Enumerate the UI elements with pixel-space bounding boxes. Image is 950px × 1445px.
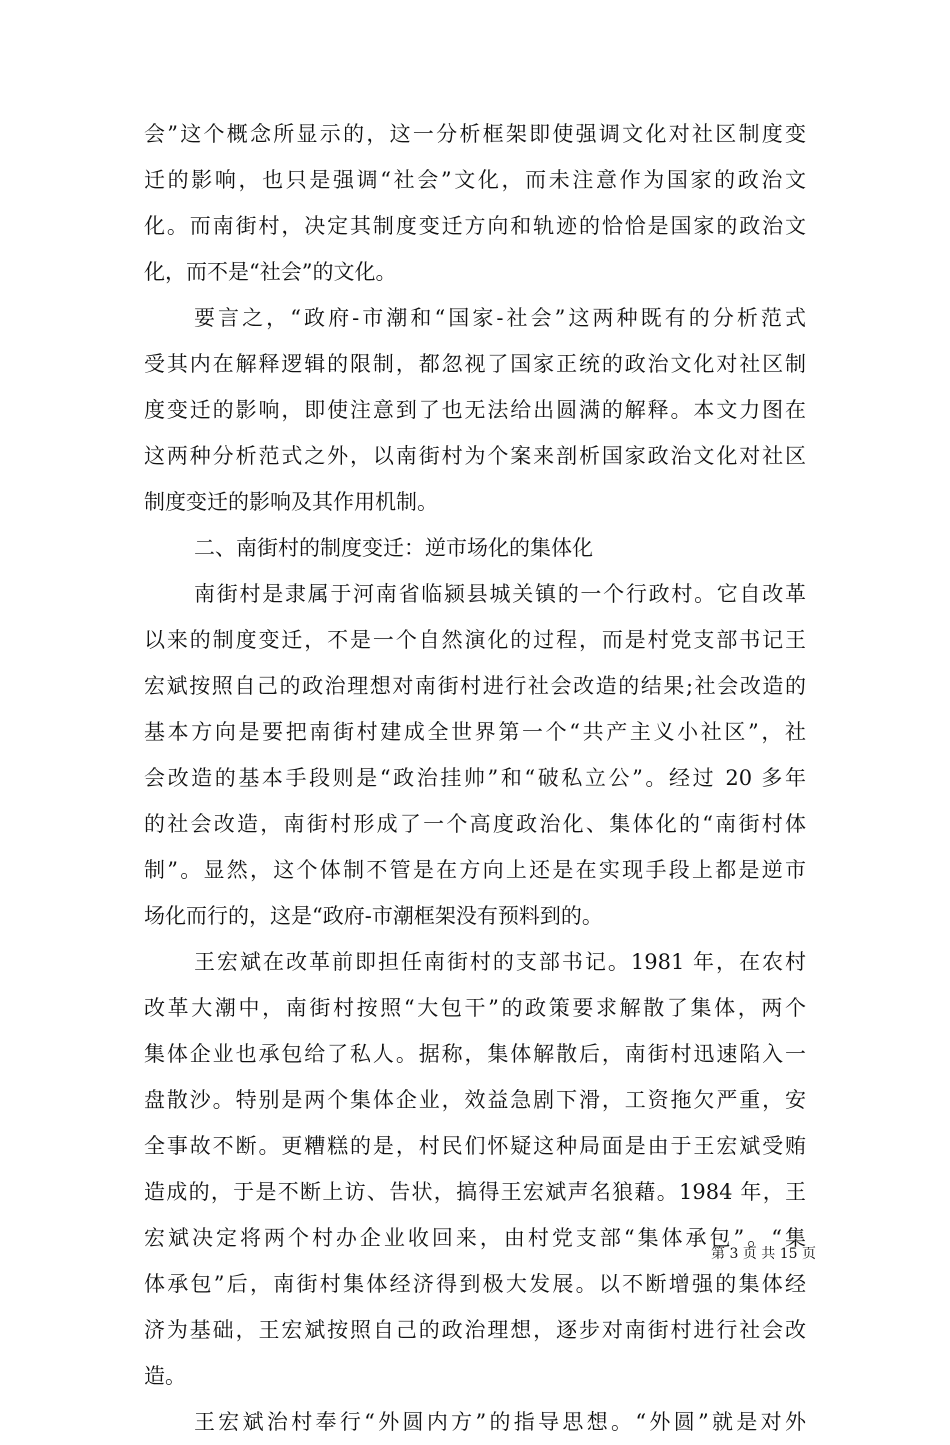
- text-line: 盘散沙。特别是两个集体企业，效益急剧下滑，工资拖欠严重，安: [144, 1088, 806, 1112]
- text-line: 迁的影响，也只是强调“社会”文化，而未注意作为国家的政治文: [144, 168, 806, 192]
- text-line: 度变迁的影响，即使注意到了也无法给出圆满的解释。本文力图在: [144, 398, 806, 422]
- text-line: 体承包”后，南街村集体经济得到极大发展。以不断增强的集体经: [144, 1272, 806, 1296]
- text-line: 场化而行的，这是“政府-市潮框架没有预料到的。: [144, 904, 603, 928]
- text-line: 王宏斌治村奉行“外圆内方”的指导思想。“外圆”就是对外: [194, 1410, 806, 1434]
- text-line: 南街村是隶属于河南省临颍县城关镇的一个行政村。它自改革: [194, 582, 806, 606]
- text-line: 这两种分析范式之外，以南街村为个案来剖析国家政治文化对社区: [144, 444, 806, 468]
- text-line: 基本方向是要把南街村建成全世界第一个“共产主义小社区”，社: [144, 720, 806, 744]
- page-number: 第 3 页 共 15 页: [711, 1246, 816, 1262]
- text-line: 会”这个概念所显示的，这一分析框架即使强调文化对社区制度变: [144, 122, 806, 146]
- text-line: 制度变迁的影响及其作用机制。: [144, 490, 438, 514]
- text-line: 改革大潮中，南街村按照“大包干”的政策要求解散了集体，两个: [144, 996, 806, 1020]
- text-line: 王宏斌在改革前即担任南街村的支部书记。1981 年，在农村: [194, 950, 806, 974]
- text-line: 会改造的基本手段则是“政治挂帅”和“破私立公”。经过 20 多年: [144, 766, 806, 790]
- text-line: 造。: [144, 1364, 186, 1388]
- text-line: 造成的，于是不断上访、告状，搞得王宏斌声名狼藉。1984 年，王: [144, 1180, 806, 1204]
- section-heading: 二、南街村的制度变迁：逆市场化的集体化: [194, 536, 593, 560]
- text-line: 济为基础，王宏斌按照自己的政治理想，逐步对南街村进行社会改: [144, 1318, 806, 1342]
- text-line: 的社会改造，南街村形成了一个高度政治化、集体化的“南街村体: [144, 812, 806, 836]
- text-line: 制”。显然，这个体制不管是在方向上还是在实现手段上都是逆市: [144, 858, 806, 882]
- text-line: 受其内在解释逻辑的限制，都忽视了国家正统的政治文化对社区制: [144, 352, 806, 376]
- text-line: 要言之，“政府-市潮和“国家-社会”这两种既有的分析范式: [194, 306, 806, 330]
- text-line: 化，而不是“社会”的文化。: [144, 260, 397, 284]
- text-line: 全事故不断。更糟糕的是，村民们怀疑这种局面是由于王宏斌受贿: [144, 1134, 806, 1158]
- text-line: 宏斌按照自己的政治理想对南街村进行社会改造的结果;社会改造的: [144, 674, 806, 698]
- text-line: 以来的制度变迁，不是一个自然演化的过程，而是村党支部书记王: [144, 628, 806, 652]
- text-line: 集体企业也承包给了私人。据称，集体解散后，南街村迅速陷入一: [144, 1042, 806, 1066]
- text-line: 化。而南街村，决定其制度变迁方向和轨迹的恰恰是国家的政治文: [144, 214, 806, 238]
- text-line: 宏斌决定将两个村办企业收回来，由村党支部“集体承包”。“集: [144, 1226, 806, 1250]
